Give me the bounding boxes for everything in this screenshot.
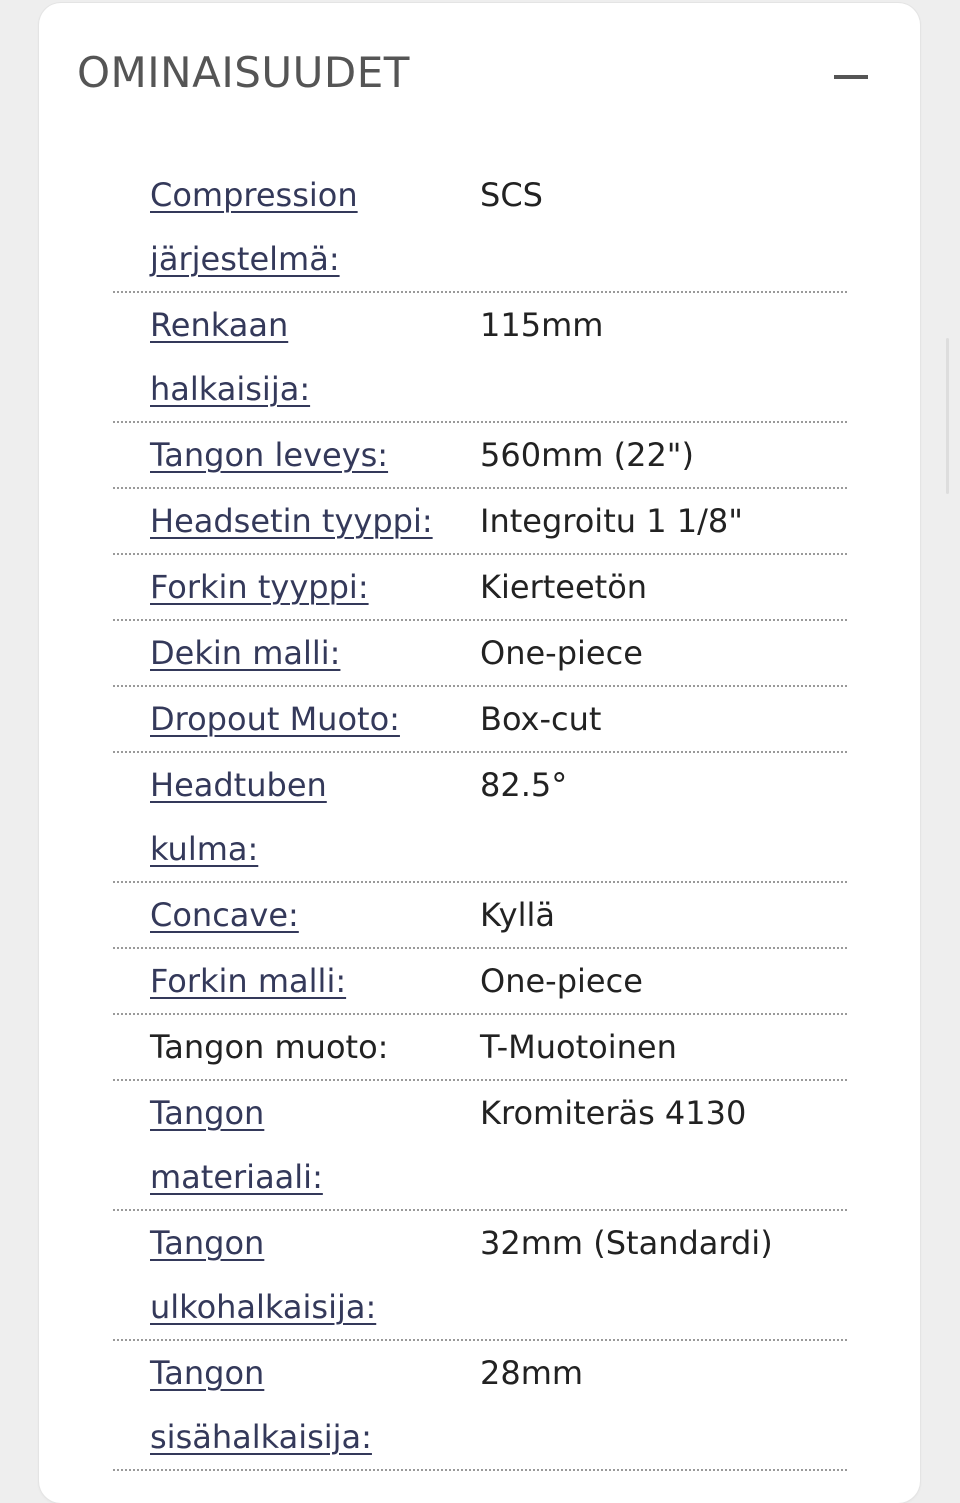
spec-row-wheel-diameter xyxy=(113,293,847,423)
specs-header[interactable] xyxy=(39,3,920,143)
spec-value: Kyllä xyxy=(480,896,555,934)
spec-value: Kromiteräs 4130 xyxy=(480,1094,747,1132)
spec-value: Kierteetön xyxy=(480,568,648,606)
spec-label-link[interactable]: Headsetin tyyppi: xyxy=(150,502,433,540)
spec-label-link[interactable]: Renkaan halkaisija: xyxy=(150,306,311,408)
spec-label-link[interactable]: Concave: xyxy=(150,896,299,934)
spec-row-bar-outer-diameter xyxy=(113,1211,847,1341)
spec-row-fork-model xyxy=(113,949,847,1015)
spec-label-link[interactable]: Dekin malli: xyxy=(150,634,341,672)
spec-row-fork-type xyxy=(113,555,847,621)
spec-label: Tangon muoto: xyxy=(150,1028,389,1066)
spec-value: 115mm xyxy=(480,306,604,344)
scrollbar[interactable] xyxy=(946,338,949,494)
specs-card xyxy=(39,3,920,1503)
spec-label-link[interactable]: Forkin tyyppi: xyxy=(150,568,369,606)
spec-label-link[interactable]: Tangon materiaali: xyxy=(150,1094,323,1196)
spec-row-bar-shape xyxy=(113,1015,847,1081)
spec-row-bar-inner-diameter xyxy=(113,1341,847,1471)
spec-label-link[interactable]: Forkin malli: xyxy=(150,962,347,1000)
spec-label-link[interactable]: Dropout Muoto: xyxy=(150,700,400,738)
spec-value: One-piece xyxy=(480,962,643,1000)
spec-row-concave xyxy=(113,883,847,949)
section-title: OMINAISUUDET xyxy=(77,48,410,97)
spec-value: T-Muotoinen xyxy=(480,1028,677,1066)
spec-table xyxy=(113,163,847,1471)
spec-label-link[interactable]: Tangon ulkohalkaisija: xyxy=(150,1224,377,1326)
spec-value: One-piece xyxy=(480,634,643,672)
spec-label-link[interactable]: Tangon sisähalkaisija: xyxy=(150,1354,372,1456)
spec-label-link[interactable]: Compression järjestelmä: xyxy=(150,176,358,278)
spec-value: 32mm (Standardi) xyxy=(480,1224,773,1262)
spec-value: Integroitu 1 1/8" xyxy=(480,502,743,540)
spec-value: 28mm xyxy=(480,1354,584,1392)
spec-label-link[interactable]: Tangon leveys: xyxy=(150,436,389,474)
spec-row-compression-system xyxy=(113,163,847,293)
spec-value: Box-cut xyxy=(480,700,602,738)
spec-row-headtube-angle xyxy=(113,753,847,883)
spec-label-link[interactable]: Headtuben kulma: xyxy=(150,766,327,868)
spec-row-bar-material xyxy=(113,1081,847,1211)
spec-row-headset-type xyxy=(113,489,847,555)
spec-row-dropout-shape xyxy=(113,687,847,753)
spec-value: SCS xyxy=(480,176,543,214)
spec-row-bar-width xyxy=(113,423,847,489)
collapse-toggle-button[interactable] xyxy=(829,55,873,99)
spec-row-deck-model xyxy=(113,621,847,687)
spec-value: 82.5° xyxy=(480,766,568,804)
spec-value: 560mm (22") xyxy=(480,436,694,474)
minus-icon xyxy=(834,75,868,79)
